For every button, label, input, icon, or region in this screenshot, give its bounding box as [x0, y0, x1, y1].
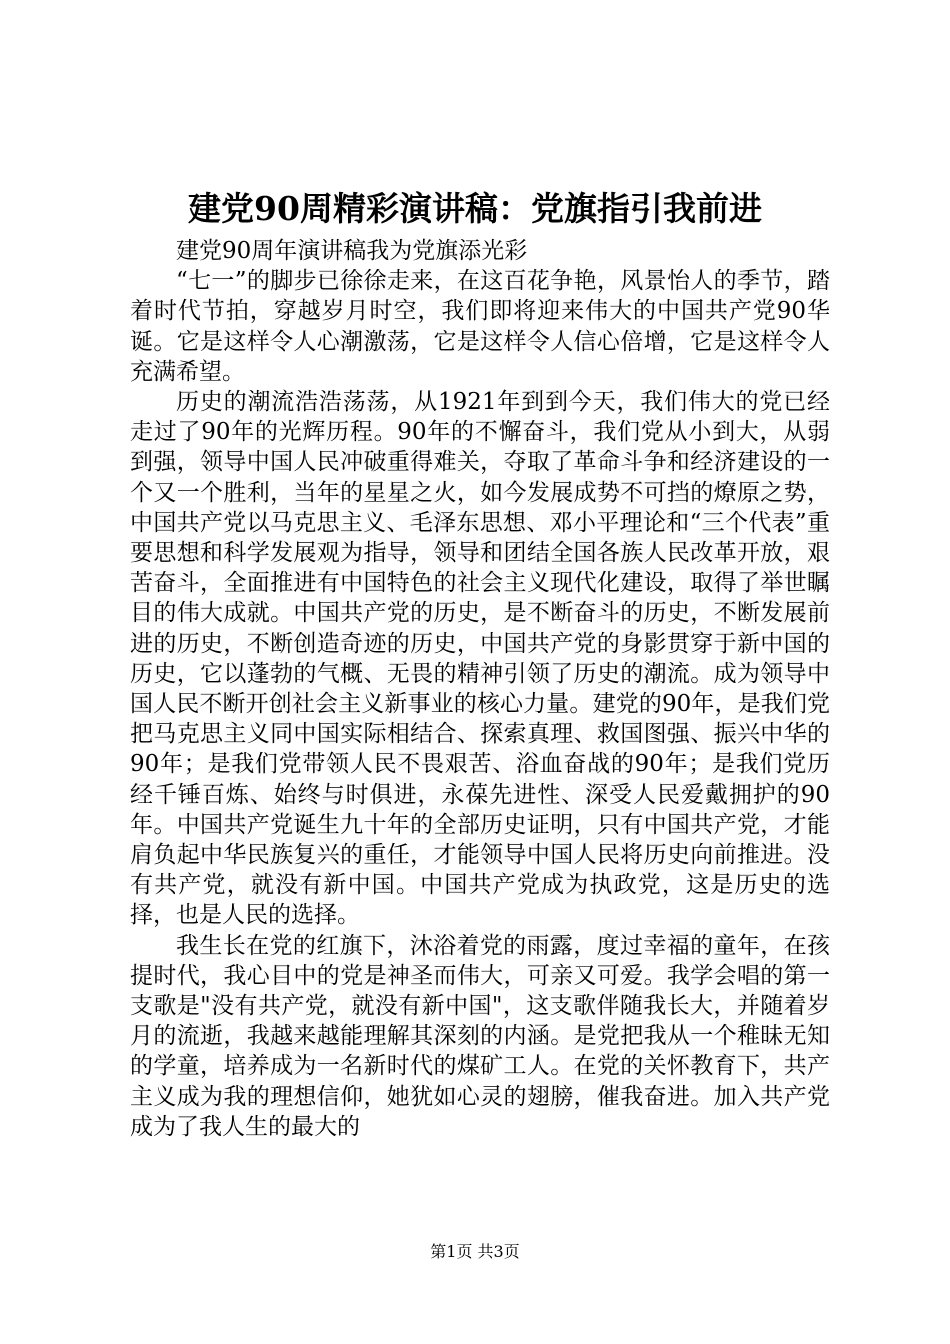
paragraph-1: “七一”的脚步已徐徐走来，在这百花争艳，风景怡人的季节，踏着时代节拍，穿越岁月时空，我们即将迎来伟大的中国共产党90华诞。它是这样令人心潮激荡，它是这样令人信心倍增，它是这样令人充满希望。 [130, 268, 830, 385]
document-title: 建党90周精彩演讲稿：党旗指引我前进 [188, 189, 762, 228]
page-footer: 第1页 共3页 [430, 1242, 520, 1261]
document-body [130, 236, 830, 1142]
paragraph-3: 我生长在党的红旗下，沐浴着党的雨露，度过幸福的童年，在孩提时代，我心目中的党是神圣而伟大，可亲又可爱。我学会唱的第一支歌是"没有共产党，就没有新中国"，这支歌伴随我长大，并随着岁月的流逝，我越来越能理解其深刻的内涵。是党把我从一个稚昧无知的学童，培养成为一名新时代的煤矿工人。在党的关怀教育下，共产主义成为我的理想信仰，她犹如心灵的翅膀，催我奋进。加入共产党成为了我人生的最大的 [130, 932, 830, 1140]
subtitle-line: 建党90周年演讲稿我为党旗添光彩 [176, 238, 528, 264]
paragraph-2: 历史的潮流浩浩荡荡，从1921年到到今天，我们伟大的党已经走过了90年的光辉历程。90年的不懈奋斗，我们党从小到大，从弱到强，领导中国人民冲破重得难关，夺取了革命斗争和经济建设的一个又一个胜利，当年的星星之火，如今发展成势不可挡的燎原之势，中国共产党以马克思主义、毛泽东思想、邓小平理论和“三个代表”重要思想和科学发展观为指导，领导和团结全国各族人民改革开放，艰苦奋斗，全面推进有中国特色的社会主义现代化建设，取得了举世瞩目的伟大成就。中国共产党的历史，是不断奋斗的历史，不断发展前进的历史，不断创造奇迹的历史，中国共产党的身影贯穿于新中国的历史，它以蓬勃的气概、无畏的精神引领了历史的潮流。成为领导中国人民不断开创社会主义新事业的核心力量。建党的90年，是我们党把马克思主义同中国实际相结合、探索真理、救国图强、振兴中华的90年；是我们党带领人民不畏艰苦、浴血奋战的90年；是我们党历经千锤百炼、始终与时俱进，永葆先进性、深受人民爱戴拥护的90年。中国共产党诞生九十年的全部历史证明，只有中国共产党，才能肩负起中华民族复兴的重任，才能领导中国人民将历史向前推进。没有共产党，就没有新中国。中国共产党成为执政党，这是历史的选择，也是人民的选择。 [130, 389, 830, 929]
